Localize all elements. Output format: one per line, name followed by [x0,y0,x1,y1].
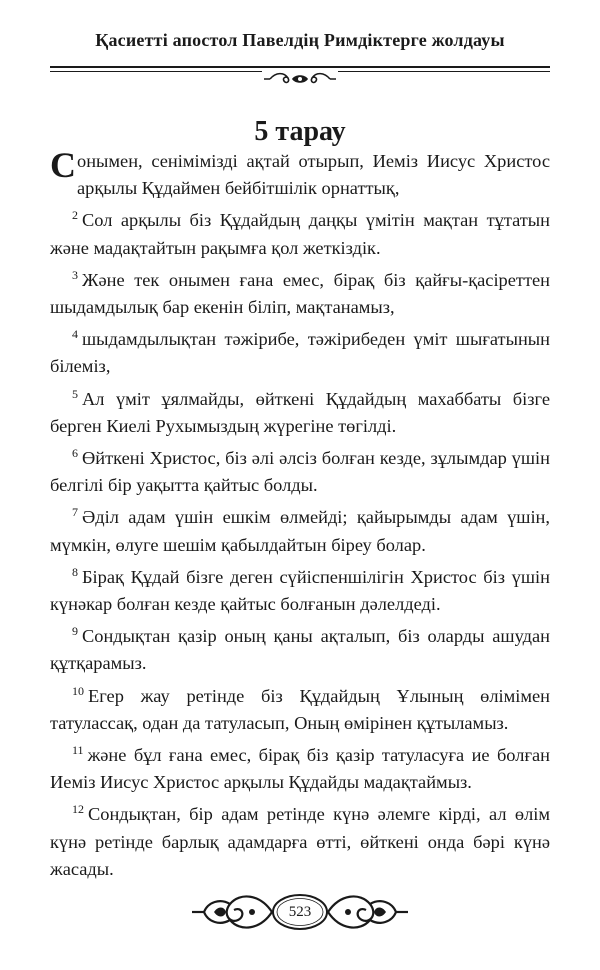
header-rule-thick [50,66,550,68]
scripture-text [50,145,550,883]
verse-number: 11 [72,743,84,758]
verse-text: Сол арқылы біз Құдайдың даңқы үмітін мақтан тұтатын және мадақтайтын рақымға қол жеткіздік. [50,210,550,258]
verse-text: Ал үміт ұялмайды, өйткені Құдайдың махаббаты бізге берген Киелі Рухымыздың жүрегіне төгілді. [50,388,550,436]
verse-number: 10 [72,683,84,698]
verse-text: Сондықтан, бір адам ретінде күнә әлемге кірді, ал өлім күнә ретінде барлық адамдарға өтті, өйткені онда бәрі күнә жасады. [50,804,550,879]
drop-cap: С [50,145,76,185]
verse-number: 5 [72,386,78,401]
verse-text: Бірақ Құдай бізге деген сүйіспеншілігін Христос біз үшін күнәкар болған кезде қайтыс болғанын дәлелдеді. [50,566,550,615]
verse-4 [50,321,550,380]
verse-text: Сондықтан қазір оның қаны ақталып, біз оларды ашудан құтқарамыз. [50,626,550,674]
page-number: 523 [288,904,312,920]
verse-text: және бұл ғана емес, бірақ біз қазір татуласуға ие болған Иеміз Иисус Христос арқылы Құдайды мадақтаймыз. [50,745,550,793]
verse-number: 9 [72,624,78,639]
verse-6 [50,440,550,499]
verse-number: 2 [72,208,78,223]
verse-number: 3 [72,267,78,282]
verse-7 [50,499,550,558]
verse-11 [50,737,550,796]
verse-text: онымен, сенімімізді ақтай отырып, Иеміз Иисус Христос арқылы Құдаймен бейбітшілік орнаттық, [77,151,550,199]
verse-text: Егер жау ретінде біз Құдайдың Ұлының өлімімен татулассақ, одан да татуласып, Оның өмірінен құтыламыз. [50,685,550,733]
running-header: Қасиетті апостол Павелдің Римдіктерге жолдауы [95,30,505,50]
verse-2 [50,202,550,261]
verse-text: Әділ адам үшін ешкім өлмейді; қайырымды адам үшін, мүмкін, өлуге шешім қабылдайтын біреу болар. [50,507,550,555]
verse-number: 8 [72,564,78,579]
verse-9 [50,618,550,677]
verse-8 [50,559,550,618]
header-ornament-icon [262,70,338,88]
verse-number: 6 [72,446,78,461]
verse-number: 4 [72,327,78,342]
verse-text: шыдамдылықтан тәжірибе, тәжірибеден үміт шығатынын білеміз, [50,329,550,377]
verse-number: 12 [72,802,84,817]
verse-5 [50,381,550,440]
chapter-title: 5 тарау [254,116,346,147]
verse-10 [50,678,550,737]
verse-12 [50,796,550,883]
verse-3 [50,262,550,321]
verse-1 [50,145,550,202]
verse-text: Өйткені Христос, біз әлі әлсіз болған кезде, зұлымдар үшін белгілі бір уақытта қайтыс болды. [50,448,550,496]
verse-number: 7 [72,505,78,520]
verse-text: Және тек онымен ғана емес, бірақ біз қайғы-қасіреттен шыдамдылық бар екенін біліп, мақтанамыз, [50,269,550,318]
